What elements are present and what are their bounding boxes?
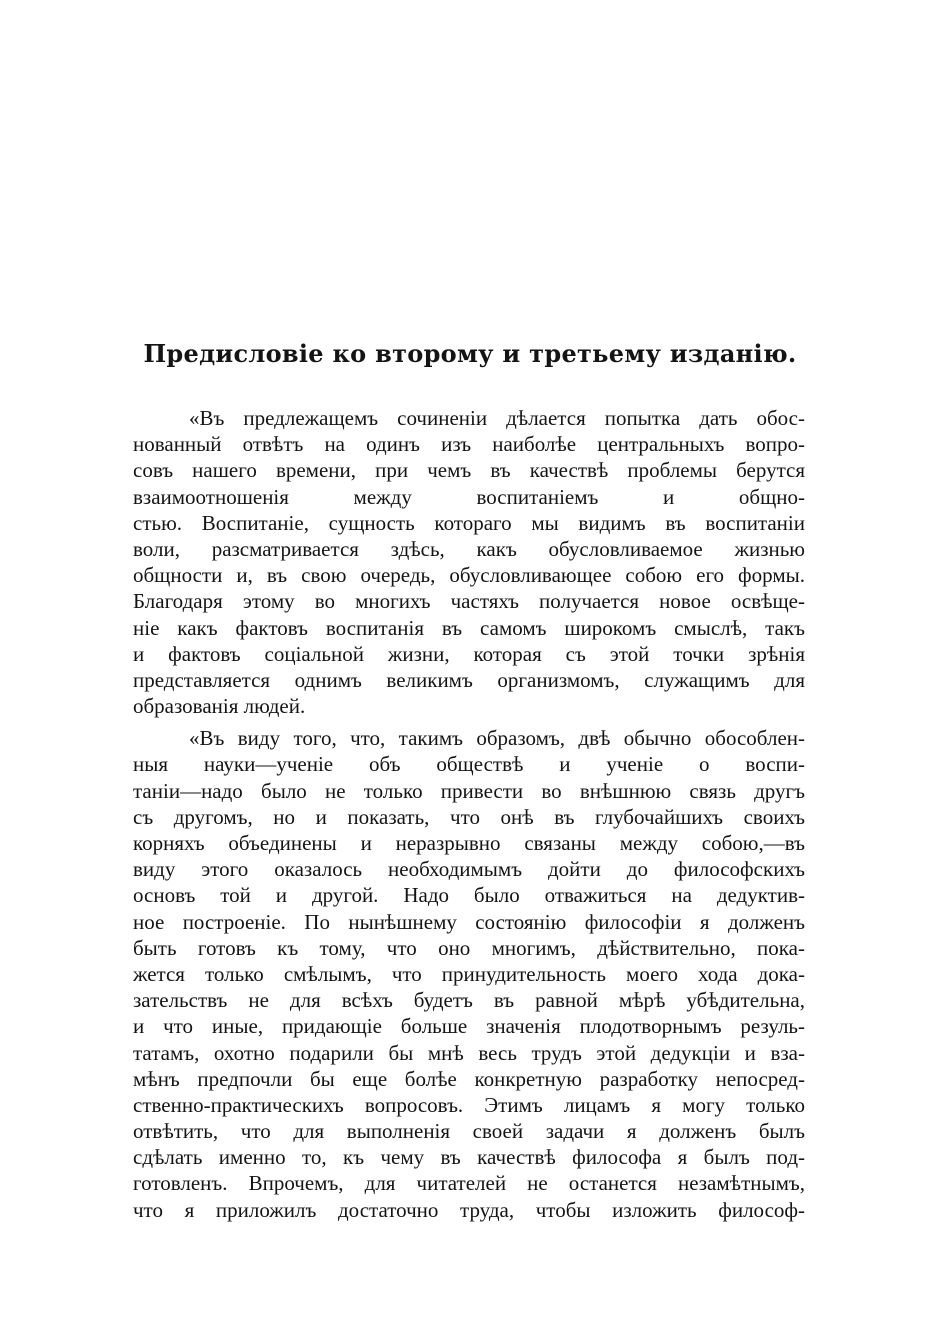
text-line: съ другомъ, но и показать, что онѣ въ глубочайшихъ своихъ — [133, 804, 805, 829]
text-line: стью. Воспитаніе, сущность котораго мы видимъ въ воспитаніи — [133, 510, 805, 535]
text-line: ныя науки—ученіе объ обществѣ и ученіе о воспи- — [133, 752, 805, 777]
text-line: ственно-практическихъ вопросовъ. Этимъ лицамъ я могу только — [133, 1092, 805, 1117]
text-line: корняхъ объединены и неразрывно связаны между собою,—въ — [133, 831, 805, 855]
preface-heading: Предисловіе ко второму и третьему изданію. — [143, 339, 797, 368]
text-line: «Въ виду того, что, такимъ образомъ, двѣ обычно обособлен- — [189, 726, 805, 751]
text-line: ніе какъ фактовъ воспитанія въ самомъ широкомъ смыслѣ, такъ — [133, 615, 805, 640]
preface-body — [133, 405, 805, 1223]
text-line: общности и, въ свою очередь, обусловливающее собою его формы. — [133, 563, 805, 588]
paragraph-1 — [133, 405, 805, 719]
text-line: сдѣлать именно то, къ чему въ качествѣ философа я былъ под- — [133, 1145, 805, 1170]
text-line: виду этого оказалось необходимымъ дойти до философскихъ — [133, 857, 805, 882]
text-line: зательствъ не для всѣхъ будетъ въ равной мѣрѣ убѣдительна, — [133, 988, 805, 1013]
text-line: воли, разсматривается здѣсь, какъ обусловливаемое жизнью — [133, 536, 805, 561]
text-line: «Въ предлежащемъ сочиненіи дѣлается попытка дать обос- — [189, 406, 805, 430]
text-line: таніи—надо было не только привести во внѣшнюю связь другъ — [133, 778, 805, 803]
text-line: жется только смѣлымъ, что принудительность моего хода дока- — [133, 961, 805, 986]
text-line: и что иные, придающіе больше значенія плодотворнымъ резуль- — [133, 1014, 805, 1039]
text-line: Благодаря этому во многихъ частяхъ получается новое освѣще- — [133, 589, 805, 614]
text-line: и фактовъ соціальной жизни, которая съ этой точки зрѣнія — [133, 641, 805, 666]
text-line: что я приложилъ достаточно труда, чтобы изложить философ- — [133, 1197, 805, 1222]
text-line: быть готовъ къ тому, что оно многимъ, дѣйствительно, пока- — [133, 935, 805, 960]
text-line: татамъ, охотно подарили бы мнѣ весь трудъ этой дедукціи и вза- — [133, 1040, 805, 1065]
text-line: ное построеніе. По нынѣшнему состоянію философіи я долженъ — [133, 909, 805, 934]
text-line: мѣнъ предпочли бы еще болѣе конкретную разработку непосред- — [133, 1066, 805, 1091]
text-line-spaced: взаимоотношенія между воспитаніемъ и общно- — [133, 484, 805, 509]
paragraph-2 — [133, 725, 805, 1223]
text-line: образованія людей. — [133, 694, 306, 719]
text-line: отвѣтить, что для выполненія своей задачи я долженъ былъ — [133, 1119, 805, 1144]
text-line: готовленъ. Впрочемъ, для читателей не останется незамѣтнымъ, — [133, 1171, 805, 1196]
text-line: представляется однимъ великимъ организмомъ, служащимъ для — [133, 667, 805, 692]
text-line: нованный отвѣтъ на одинъ изъ наиболѣе центральныхъ вопро- — [133, 432, 805, 457]
text-line: основъ той и другой. Надо было отважиться на дедуктив- — [133, 883, 805, 908]
text-line: совъ нашего времени, при чемъ въ качествѣ проблемы берутся — [133, 458, 805, 483]
